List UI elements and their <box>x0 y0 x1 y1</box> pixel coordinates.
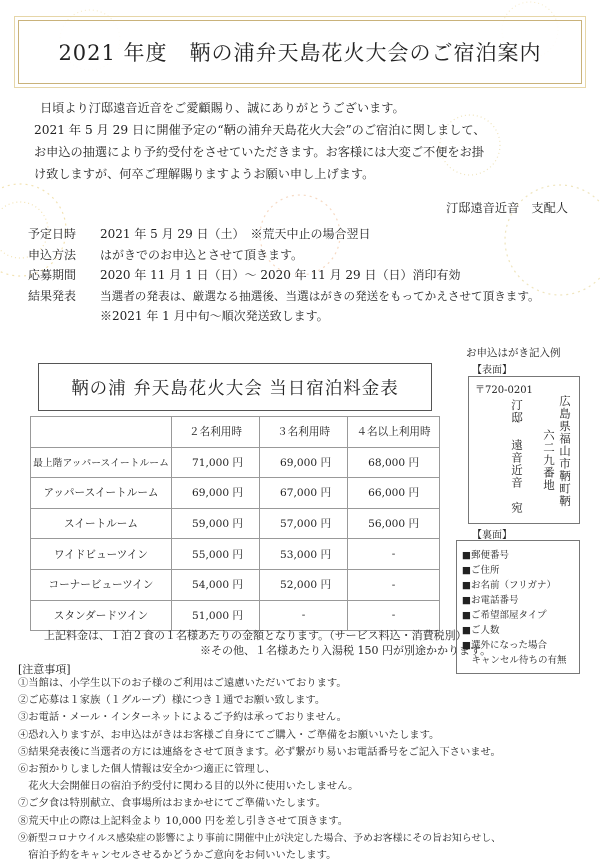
price-4: - <box>348 539 440 570</box>
intro-line: 日頃より汀邸遠音近音をご愛顧賜り、誠にありがとうございます。 <box>40 101 405 115</box>
room-name: アッパースイートルーム <box>31 478 172 509</box>
rate-row <box>31 508 440 539</box>
room-name: 最上階アッパースイートルーム <box>31 447 172 478</box>
note-item: ③お電話・メール・インターネットによるご予約は承っておりません。 <box>18 711 347 724</box>
notes-list <box>18 675 501 864</box>
postcard-address: 広島県福山市鞆町鞆 <box>558 395 572 508</box>
rate-header-cell: ４名以上利用時 <box>348 417 440 448</box>
note-item: ①当館は、小学生以下のお子様のご利用はご遠慮いただいております。 <box>18 677 347 689</box>
postcard-address: 六二九番地 <box>542 429 556 492</box>
page-title: 2021 年度 鞆の浦弁天島花火大会のご宿泊案内 <box>58 41 542 65</box>
price-4: 68,000 円 <box>348 447 440 478</box>
title-frame <box>18 20 582 84</box>
postcard-name: 汀邸 <box>510 399 524 424</box>
info-row <box>28 286 590 307</box>
price-2: 51,000 円 <box>172 600 260 631</box>
back-item: ■お電話番号 <box>462 595 519 606</box>
price-2: 54,000 円 <box>172 569 260 600</box>
note-item: ⑥お預かりしました個人情報は安全かつ適正に管理し、 <box>18 763 276 776</box>
price-3: 69,000 円 <box>260 447 348 478</box>
price-2: 59,000 円 <box>172 508 260 539</box>
note-item: ⑤結果発表後に当選者の方には連絡をさせて頂きます。必ず繋がり易いお電話番号をご記入下さいませ。 <box>18 745 501 758</box>
info-row <box>28 224 590 245</box>
rate-header-row <box>31 417 440 448</box>
info-label: 結果発表 <box>28 288 77 303</box>
postcard-back <box>456 540 580 674</box>
price-3: 67,000 円 <box>260 478 348 509</box>
info-label: 応募期間 <box>28 268 77 282</box>
info-value: ※2021 年 1 月中旬～順次発送致します。 <box>100 309 329 323</box>
note-item: 宿泊予約をキャンセルさせるかどうかご意向をお伺いいたします。 <box>18 849 337 862</box>
postcard-zip: 〒720-0201 <box>475 385 533 396</box>
price-4: - <box>348 600 440 631</box>
info-label <box>28 306 100 327</box>
info-row <box>28 306 590 327</box>
rate-note: 上記料金は、１泊２食の１名様あたりの金額となります。（サービス料込・消費税別） <box>44 629 467 642</box>
note-item: ④恐れ入りますが、お申込はがきはお客様ご自身にてご購入・ご準備をお願いいたします。 <box>18 728 440 741</box>
rate-header-cell: ２名利用時 <box>172 417 260 448</box>
info-row <box>28 265 590 286</box>
info-value: 2021 年 5 月 29 日（土） ※荒天中止の場合翌日 <box>100 227 371 241</box>
rate-row <box>31 539 440 570</box>
postcard-example-label: お申込はがき記入例 <box>466 347 561 359</box>
notes-title: [注意事項] <box>18 663 71 676</box>
price-4: 56,000 円 <box>348 508 440 539</box>
room-name: ワイドビューツイン <box>31 539 172 570</box>
room-name: スイートルーム <box>31 508 172 539</box>
price-3: - <box>260 600 348 631</box>
rate-header-cell: ３名利用時 <box>260 417 348 448</box>
info-value: 2020 年 11 月 1 日（日）～ 2020 年 11 月 29 日（日）消印有効 <box>100 268 461 282</box>
event-info <box>28 224 590 327</box>
back-item: ■選外になった場合 <box>462 640 547 651</box>
note-item: ②ご応募は１家族（１グループ）様につき１通でお願い致します。 <box>18 694 326 707</box>
postcard-front <box>468 376 580 524</box>
back-item: ■ご希望部屋タイプ <box>462 610 547 621</box>
signature: 汀邸遠音近音 支配人 <box>446 201 568 215</box>
rate-row <box>31 478 440 509</box>
back-item: ■郵便番号 <box>462 550 509 561</box>
info-value: 当選者の発表は、厳選なる抽選後、当選はがきの発送をもってかえさせて頂きます。 <box>100 288 540 303</box>
back-item: キャンセル待ちの有無 <box>462 655 567 666</box>
price-2: 69,000 円 <box>172 478 260 509</box>
info-row <box>28 245 590 266</box>
info-label: 申込方法 <box>28 247 77 262</box>
postcard-back-label: 【裏面】 <box>472 530 512 541</box>
back-item: ■ご人数 <box>462 625 500 636</box>
price-2: 55,000 円 <box>172 539 260 570</box>
intro-line: お申込の抽選により予約受付をさせていただきます。お客様には大変ご不便をお掛 <box>34 145 484 159</box>
back-item: ■お名前（フリガナ） <box>462 580 557 591</box>
note-item: ⑨新型コロナウイルス感染症の影響により事前に開催中止が決定した場合、予めお客様にその旨お知らせし、 <box>18 832 501 844</box>
rate-row <box>31 569 440 600</box>
room-name: コーナービューツイン <box>31 569 172 600</box>
price-3: 53,000 円 <box>260 539 348 570</box>
rate-table <box>30 416 440 631</box>
price-4: - <box>348 569 440 600</box>
back-item: ■ご住所 <box>462 565 500 576</box>
price-2: 71,000 円 <box>172 447 260 478</box>
info-value: はがきでのお申込とさせて頂きます。 <box>100 247 304 262</box>
postcard-name: 遠音近音 宛 <box>510 439 524 514</box>
price-3: 52,000 円 <box>260 569 348 600</box>
note-item: ⑦ご夕食は特別献立、食事場所はおまかせにてご準備いたします。 <box>18 797 327 810</box>
rate-header-cell <box>31 417 172 448</box>
intro-text <box>34 97 575 185</box>
postcard-front-label: 【表面】 <box>472 365 512 376</box>
note-item: 花火大会開催日の宿泊予約受付に関わる目的以外に使用いたしません。 <box>18 780 359 793</box>
rate-row <box>31 447 440 478</box>
info-label: 予定日時 <box>28 227 77 241</box>
room-name: スタンダードツイン <box>31 600 172 631</box>
intro-line: 2021 年 5 月 29 日に開催予定の“鞆の浦弁天島花火大会”のご宿泊に関しまして、 <box>34 123 486 137</box>
intro-line: け致しますが、何卒ご理解賜りますようお願い申し上げます。 <box>34 167 375 181</box>
rate-note: ※その他、１名様あたり入湯税 150 円が別途かかります。 <box>200 644 492 657</box>
note-item: ⑧荒天中止の際は上記料金より 10,000 円を差し引きさせて頂きます。 <box>18 814 349 827</box>
price-3: 57,000 円 <box>260 508 348 539</box>
price-4: 66,000 円 <box>348 478 440 509</box>
rate-table-title: 鞆の浦 弁天島花火大会 当日宿泊料金表 <box>38 363 432 411</box>
